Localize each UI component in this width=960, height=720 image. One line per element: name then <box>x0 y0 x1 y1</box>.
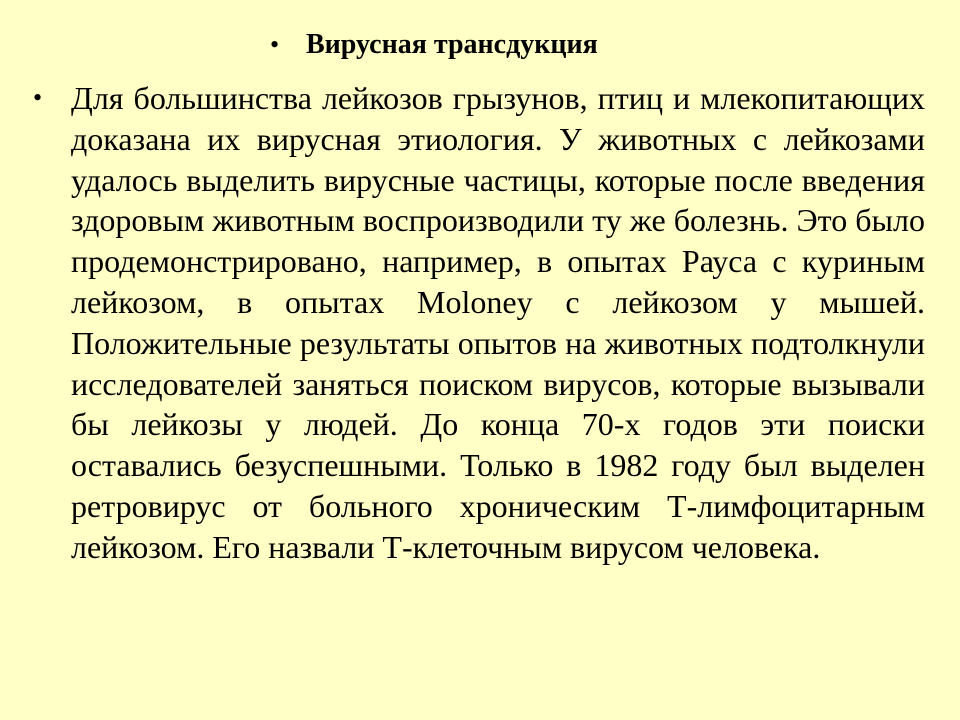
body-bullet: • <box>33 83 43 112</box>
slide-title: Вирусная трансдукция <box>306 29 598 60</box>
title-row <box>270 28 598 62</box>
body-paragraph: Для большинства лейкозов грызунов, птиц и млекопитающих доказана их вирусная этиология. У животных с лейкозами удалось выделить вирусные частицы, которые после введения здоровым животным воспроизводили ту же болезнь. Это было продемонстрировано, например, в опытах Рауса с куриным лейкозом, в опытах Moloney с лейкозом у мышей. Положительные результаты опытов на животных подтолкнули исследователей заняться поиском вирусов, которые вызывали бы лейкозы у людей. До конца 70-х годов эти поиски оставались безуспешными. Только в 1982 году был выделен ретровирус от больного хроническим Т-лимфоцитарным лейкозом. Его назвали Т-клеточным вирусом человека. <box>71 80 925 565</box>
title-bullet: • <box>270 30 280 59</box>
body-row <box>33 78 925 568</box>
